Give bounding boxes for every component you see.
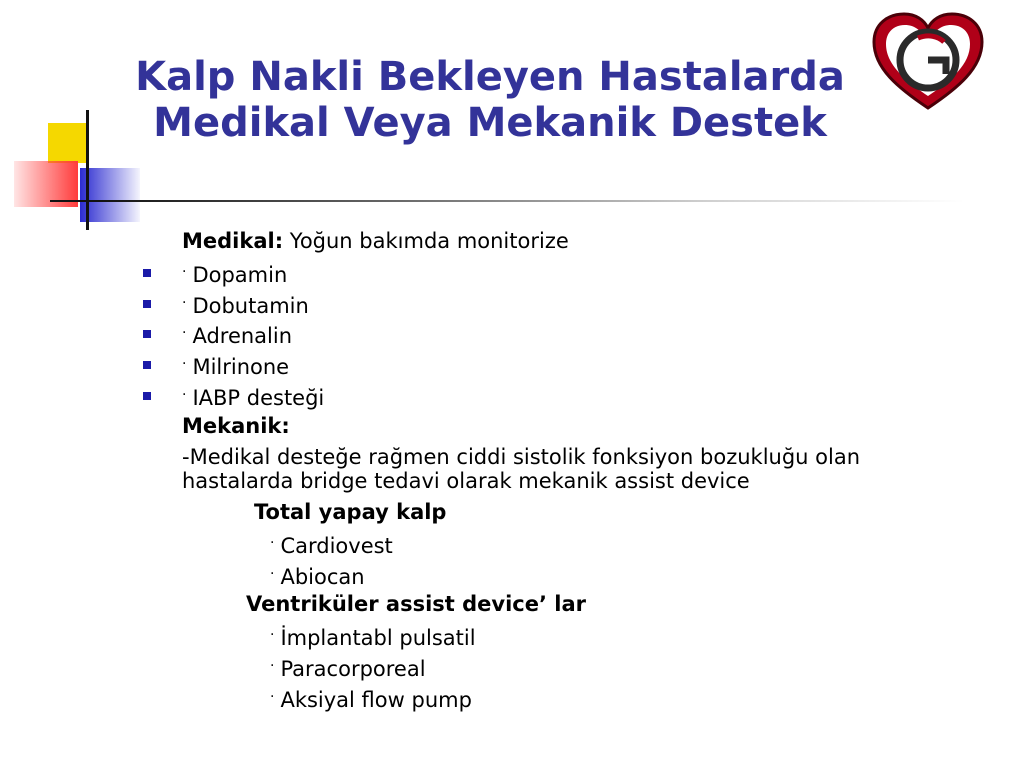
bullet-square-icon bbox=[143, 392, 151, 400]
sub-item bbox=[270, 685, 472, 712]
sub-item-label: Paracorporeal bbox=[280, 657, 426, 681]
sub-item bbox=[270, 562, 365, 589]
bullet-item-label: Dobutamin bbox=[192, 294, 309, 318]
dot-marker: · bbox=[270, 535, 275, 551]
medikal-text: Yoğun bakımda monitorize bbox=[283, 229, 569, 253]
medikal-label: Medikal: bbox=[182, 229, 284, 253]
dot-marker: · bbox=[182, 356, 187, 372]
bullet-item-label: Milrinone bbox=[192, 355, 290, 379]
dot-marker: · bbox=[182, 387, 187, 403]
mekanik-text-line-2: hastalarda bridge tedavi olarak mekanik assist device bbox=[182, 469, 750, 493]
sub-item-label: Aksiyal flow pump bbox=[280, 688, 472, 712]
dot-marker: · bbox=[270, 627, 275, 643]
ventricular-heading: Ventriküler assist device’ lar bbox=[246, 592, 586, 616]
dot-marker: · bbox=[182, 264, 187, 280]
bullet-item bbox=[182, 260, 287, 287]
bullet-item bbox=[182, 291, 309, 318]
dot-marker: · bbox=[182, 325, 187, 341]
sub-item-label: İmplantabl pulsatil bbox=[280, 626, 476, 650]
slide-title-line-2: Medikal Veya Mekanik Destek bbox=[153, 100, 827, 146]
total-yapay-kalp-heading: Total yapay kalp bbox=[254, 500, 447, 524]
mekanik-label: Mekanik: bbox=[182, 414, 290, 438]
bullet-item-label: Adrenalin bbox=[192, 324, 293, 348]
bullet-square-icon bbox=[143, 269, 151, 277]
dot-marker: · bbox=[270, 689, 275, 705]
sub-item-label: Abiocan bbox=[280, 565, 365, 589]
bullet-item-label: IABP desteği bbox=[192, 386, 325, 410]
bullet-item bbox=[182, 383, 324, 410]
bullet-square-icon bbox=[143, 300, 151, 308]
mekanik-text-line-1: -Medikal desteğe rağmen ciddi sistolik fonksiyon bozukluğu olan bbox=[182, 445, 861, 469]
medikal-line bbox=[182, 229, 569, 253]
bullet-square-icon bbox=[143, 330, 151, 338]
sub-item bbox=[270, 531, 393, 558]
dot-marker: · bbox=[270, 658, 275, 674]
sub-item-label: Cardiovest bbox=[280, 534, 393, 558]
bullet-square-icon bbox=[143, 361, 151, 369]
bullet-item-label: Dopamin bbox=[192, 263, 288, 287]
sub-item bbox=[270, 623, 476, 650]
dot-marker: · bbox=[270, 566, 275, 582]
bullet-item bbox=[182, 321, 292, 348]
slide-title-line-1: Kalp Nakli Bekleyen Hastalarda bbox=[135, 54, 845, 100]
bullet-item bbox=[182, 352, 289, 379]
dot-marker: · bbox=[182, 295, 187, 311]
sub-item bbox=[270, 654, 426, 681]
